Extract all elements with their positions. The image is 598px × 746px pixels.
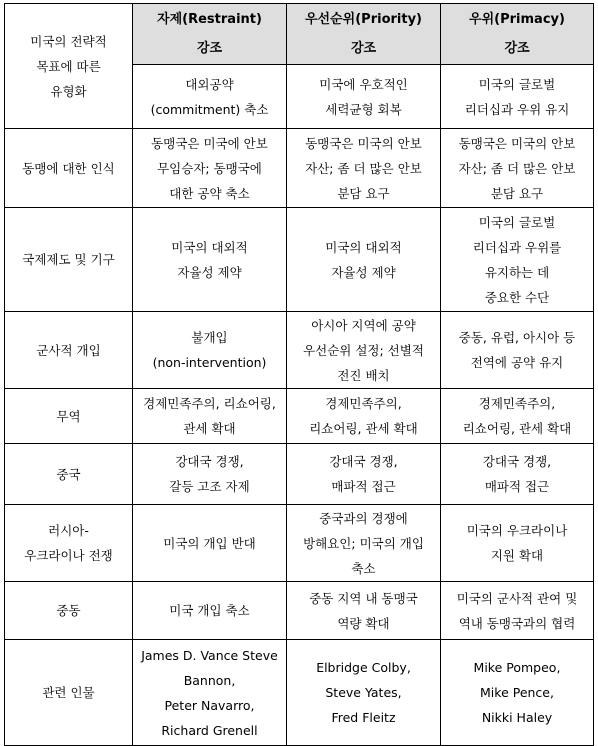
cell-line: 강대국 경쟁,	[482, 454, 552, 469]
table-cell	[287, 312, 441, 389]
cell-line: 대외공약	[185, 76, 234, 92]
cell-line: (non-intervention)	[152, 355, 267, 370]
row-label	[5, 640, 133, 746]
cell-line: 유지하는 데	[484, 264, 550, 280]
cell-line: 매파적 접근	[331, 479, 396, 494]
cell-line: 관세 확대	[183, 421, 236, 436]
table-cell	[441, 129, 594, 208]
table-cell	[441, 65, 594, 129]
cell-line: 자율성 제약	[177, 264, 242, 280]
row-label	[5, 505, 133, 582]
row-label	[5, 312, 133, 389]
table-cell	[441, 389, 594, 444]
table-cell	[441, 444, 594, 505]
table-row	[5, 129, 594, 208]
cell-line: 경제민족주의,	[325, 396, 402, 411]
corner-line: 미국의 전략적	[30, 33, 107, 49]
cell-line: 무임승자; 동맹국에	[157, 160, 262, 176]
cell-line: 역량 확대	[337, 615, 390, 631]
table-row	[5, 582, 594, 640]
row-label	[5, 208, 133, 312]
cell-line: 미국의 개입 반대	[163, 535, 256, 551]
cell-line: 강대국 경쟁,	[175, 454, 244, 469]
table-cell	[133, 582, 287, 640]
table-cell	[441, 640, 594, 746]
cell-line: 분담 요구	[337, 185, 390, 201]
cell-line: 자율성 제약	[331, 264, 396, 280]
table-cell	[287, 208, 441, 312]
cell-line: 미국의 우크라이나	[466, 523, 568, 538]
table-cell	[133, 389, 287, 444]
row-label	[5, 582, 133, 640]
table-cell	[287, 444, 441, 505]
table-cell	[287, 129, 441, 208]
cell-line: 중국과의 경쟁에	[319, 510, 408, 526]
row-label	[5, 444, 133, 505]
cell-line: 자산; 좀 더 많은 안보	[458, 160, 576, 176]
cell-line: 분담 요구	[490, 185, 544, 201]
cell-line: 동맹국은 미국에 안보	[151, 135, 268, 151]
table-row	[5, 208, 594, 312]
table-cell	[441, 312, 594, 389]
table-cell	[133, 129, 287, 208]
cell-line: 리쇼어링, 관세 확대	[462, 421, 572, 436]
table-cell	[133, 312, 287, 389]
row-label-line: 관련 인물	[42, 685, 95, 700]
table-cell	[287, 582, 441, 640]
cell-line: 미국의 글로벌	[478, 76, 556, 92]
cell-line: 경제민족주의, 리쇼어링,	[143, 396, 276, 411]
cell-line: 리더십과 우위 유지	[464, 101, 570, 117]
column-header-priority	[287, 4, 441, 65]
cell-line: 미국 개입 축소	[169, 603, 250, 618]
header-row	[5, 4, 594, 65]
column-header-sub: 강조	[350, 41, 377, 56]
table-cell	[133, 65, 287, 129]
table-row	[5, 312, 594, 389]
cell-line: 갈등 고조 자제	[169, 479, 250, 494]
row-label	[5, 129, 133, 208]
cell-line: James D. Vance Steve	[141, 647, 278, 663]
row-label-line: 러시아-	[48, 523, 89, 538]
cell-line: 미국의 군사적 관여 및	[456, 590, 578, 606]
column-header-name: 우선순위(Priority)	[305, 12, 422, 27]
column-header-sub: 강조	[504, 41, 530, 56]
cell-line: 아시아 지역에 공약	[311, 317, 416, 333]
cell-line: Peter Navarro,	[164, 697, 255, 713]
cell-line: 중요한 수단	[484, 289, 550, 305]
cell-line: 미국에 우호적인	[319, 76, 408, 92]
cell-line: Steve Yates,	[325, 685, 402, 700]
column-header-primacy	[441, 4, 594, 65]
cell-line: Bannon,	[183, 672, 236, 688]
cell-line: (commitment) 축소	[150, 101, 269, 117]
cell-line: Richard Grenell	[161, 722, 258, 738]
cell-line: Fred Fleitz	[331, 710, 396, 725]
cell-line: 대한 공약 축소	[169, 185, 250, 201]
row-label-line: 중동	[56, 603, 81, 618]
table-cell	[287, 65, 441, 129]
cell-line: 불개입	[191, 330, 228, 345]
cell-line: 리쇼어링, 관세 확대	[309, 421, 418, 436]
table-row	[5, 640, 594, 746]
cell-line: Nikki Haley	[481, 710, 553, 725]
row-label-line: 군사적 개입	[36, 342, 101, 358]
row-label-line: 국제제도 및 기구	[22, 252, 115, 267]
cell-line: 경제민족주의,	[478, 396, 556, 411]
cell-line: 우선순위 설정; 선별적	[303, 342, 424, 358]
cell-line: 자산; 좀 더 많은 안보	[305, 160, 422, 176]
column-header-name: 우위(Primacy)	[469, 12, 565, 27]
row-label-line: 중국	[56, 466, 81, 482]
corner-line: 유형화	[50, 83, 87, 99]
cell-line: 동맹국은 미국의 안보	[458, 135, 576, 151]
cell-line: 중동 지역 내 동맹국	[309, 590, 418, 606]
cell-line: 세력균형 회복	[325, 101, 402, 117]
cell-line: 전역에 공약 유지	[470, 355, 564, 370]
table-cell	[441, 505, 594, 582]
table-cell	[133, 505, 287, 582]
corner-cell	[5, 4, 133, 129]
cell-line: 동맹국은 미국의 안보	[305, 135, 422, 151]
row-label-line: 우크라이나 전쟁	[24, 548, 113, 563]
table-cell	[287, 640, 441, 746]
column-header-restraint	[133, 4, 287, 65]
row-label-line: 무역	[56, 408, 81, 424]
cell-line: 리더십과 우위를	[472, 239, 562, 255]
table-cell	[133, 208, 287, 312]
row-label-line: 동맹에 대한 인식	[22, 160, 115, 176]
table-cell	[287, 505, 441, 582]
cell-line: 중동, 유럽, 아시아 등	[458, 330, 576, 345]
column-header-name: 자제(Restraint)	[157, 12, 262, 27]
cell-line: 강대국 경쟁,	[329, 454, 398, 469]
cell-line: 지원 확대	[490, 548, 544, 563]
corner-line: 목표에 따른	[36, 58, 101, 74]
table-cell	[441, 208, 594, 312]
column-header-sub: 강조	[196, 41, 223, 56]
table-row	[5, 444, 594, 505]
cell-line: Mike Pence,	[480, 685, 554, 700]
strategy-comparison-table	[4, 3, 594, 746]
table-cell	[133, 640, 287, 746]
cell-line: 매파적 접근	[484, 479, 550, 494]
row-label	[5, 389, 133, 444]
cell-line: 전진 배치	[337, 367, 390, 383]
table-row	[5, 505, 594, 582]
cell-line: 축소	[351, 560, 376, 576]
cell-line: 방해요인; 미국의 개입	[303, 535, 424, 551]
cell-line: 미국의 글로벌	[478, 214, 556, 230]
cell-line: 미국의 대외적	[325, 239, 402, 255]
cell-line: 역내 동맹국과의 협력	[458, 615, 576, 631]
table-row	[5, 389, 594, 444]
cell-line: Mike Pompeo,	[473, 660, 561, 675]
table-cell	[441, 582, 594, 640]
table-cell	[133, 444, 287, 505]
table-cell	[287, 389, 441, 444]
cell-line: 미국의 대외적	[171, 239, 248, 255]
cell-line: Elbridge Colby,	[316, 660, 411, 675]
